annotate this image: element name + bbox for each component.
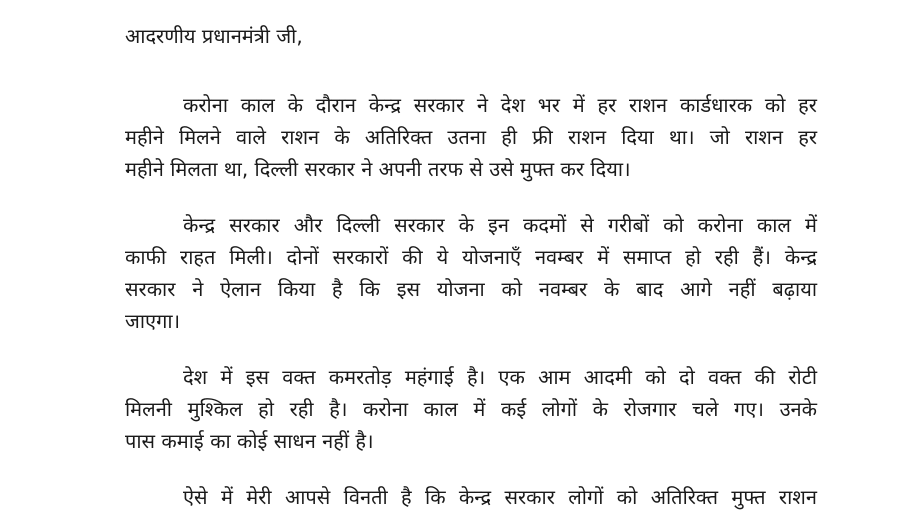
paragraph-1-line-3: महीने मिलता था, दिल्ली सरकार ने अपनी तरफ से उसे मुफ्त कर दिया। bbox=[125, 157, 631, 181]
paragraph-1-line-2: महीने मिलने वाले राशन के अतिरिक्त उतना ही फ्री राशन दिया था। जो राशन हर bbox=[125, 125, 817, 149]
paragraph-1-line-1: करोना काल के दौरान केन्द्र सरकार ने देश भर में हर राशन कार्डधारक को हर bbox=[183, 93, 817, 117]
paragraph-3-line-2: मिलनी मुश्किल हो रही है। करोना काल में कई लोगों के रोजगार चले गए। उनके bbox=[125, 397, 817, 421]
paragraph-4-line-1: ऐसे में मेरी आपसे विनती है कि केन्द्र सरकार लोगों को अतिरिक्त मुफ्त राशन bbox=[183, 485, 817, 509]
paragraph-2-line-1: केन्द्र सरकार और दिल्ली सरकार के इन कदमों से गरीबों को करोना काल में bbox=[183, 213, 817, 237]
paragraph-2-line-2: काफी राहत मिली। दोनों सरकारों की ये योजनाएँ नवम्बर में समाप्त हो रही हैं। केन्द्र bbox=[125, 245, 817, 269]
paragraph-3-line-3: पास कमाई का कोई साधन नहीं है। bbox=[125, 429, 374, 453]
salutation: आदरणीय प्रधानमंत्री जी, bbox=[125, 24, 303, 48]
paragraph-2-line-3: सरकार ने ऐलान किया है कि इस योजना को नवम्बर के बाद आगे नहीं बढ़ाया bbox=[125, 277, 817, 301]
paragraph-2-line-4: जाएगा। bbox=[125, 309, 181, 333]
paragraph-3-line-1: देश में इस वक्त कमरतोड़ महंगाई है। एक आम आदमी को दो वक्त की रोटी bbox=[183, 365, 817, 389]
